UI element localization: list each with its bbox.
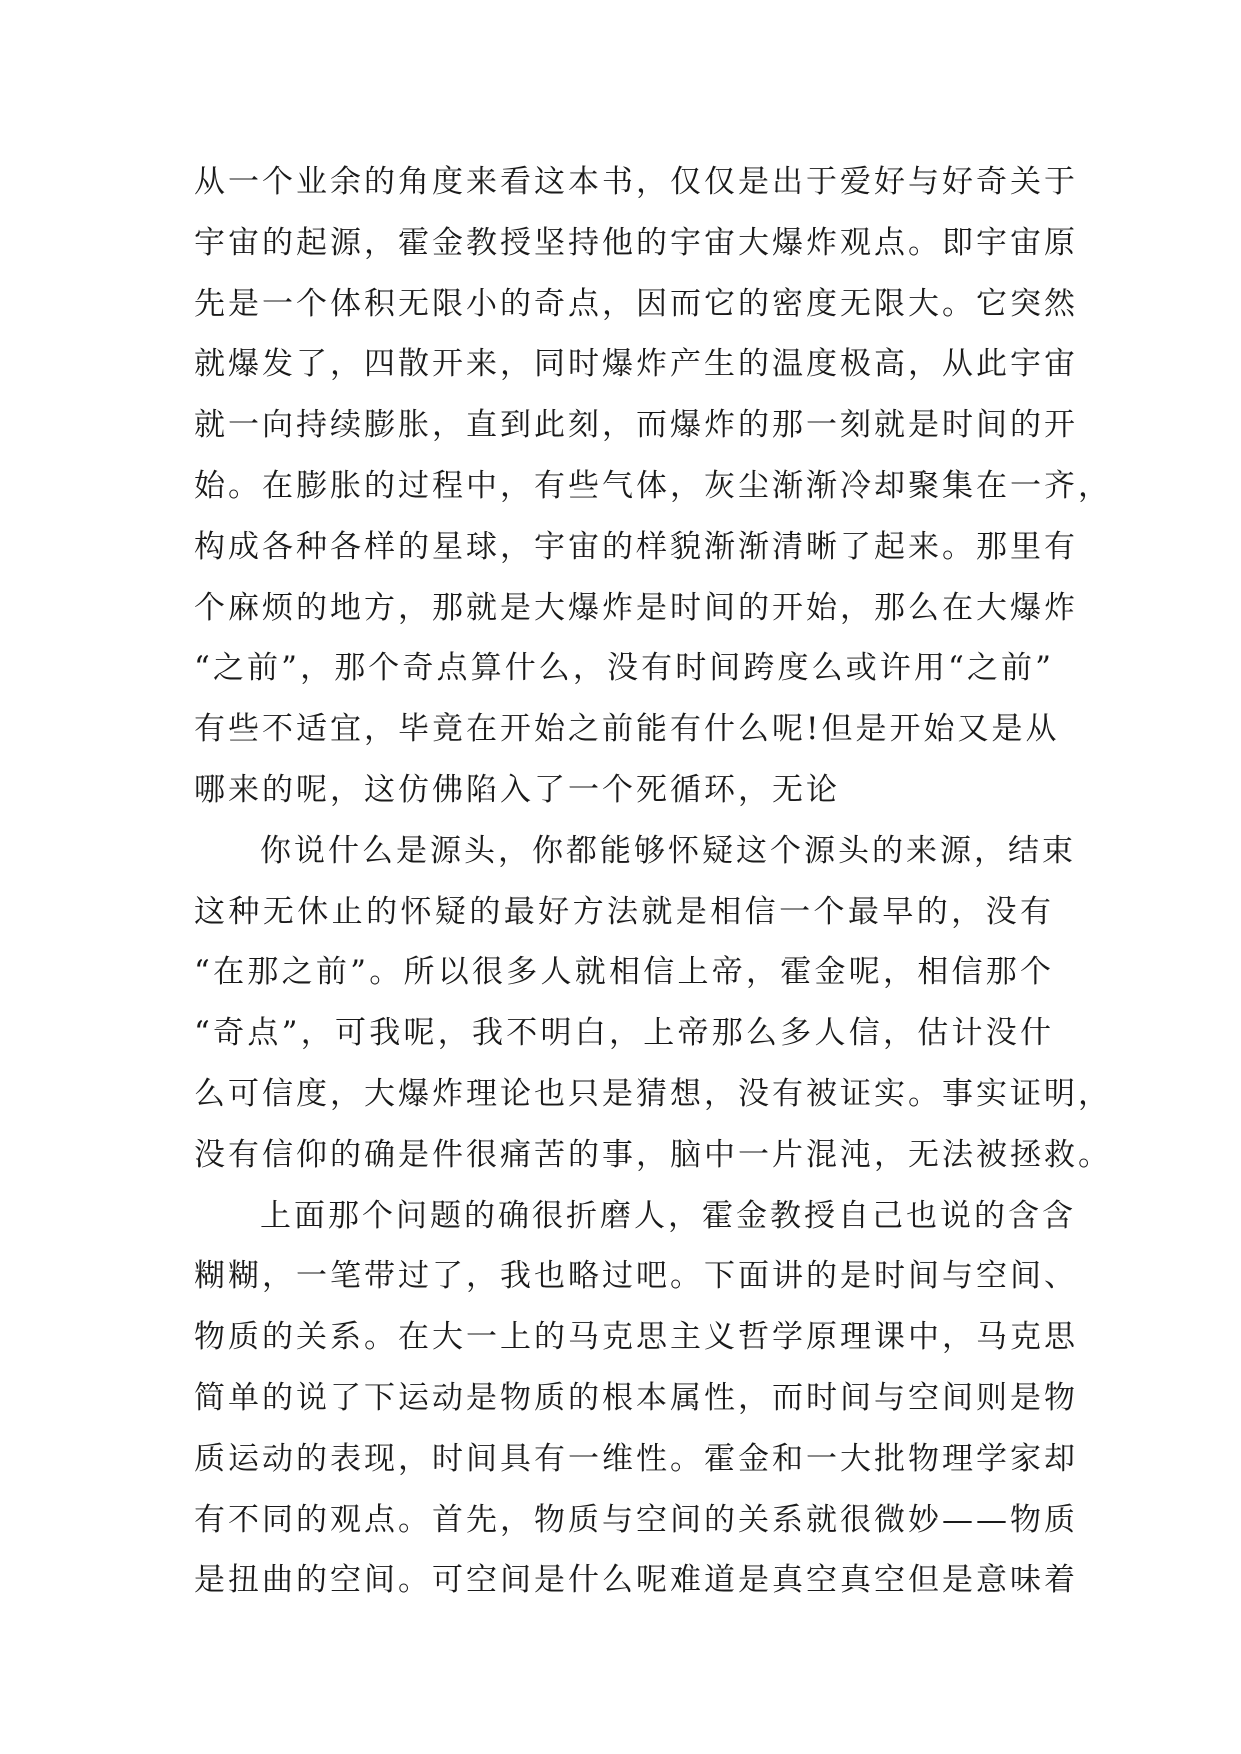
text-line: “奇点”，可我呢，我不明白，上帝那么多人信，估计没什 bbox=[194, 1015, 1054, 1052]
text-line: 有不同的观点。首先，物质与空间的关系就很微妙——物质 bbox=[194, 1501, 1078, 1538]
paragraph-3 bbox=[194, 1186, 1078, 1612]
text-line: 上面那个问题的确很折磨人，霍金教授自己也说的含含 bbox=[260, 1197, 1076, 1234]
text-line: 质运动的表现，时间具有一维性。霍金和一大批物理学家却 bbox=[194, 1440, 1078, 1477]
text-line: 么可信度，大爆炸理论也只是猜想，没有被证实。事实证明， bbox=[194, 1075, 1112, 1112]
text-line: 物质的关系。在大一上的马克思主义哲学原理课中，马克思 bbox=[194, 1319, 1078, 1356]
text-line: 先是一个体积无限小的奇点，因而它的密度无限大。它突然 bbox=[194, 285, 1078, 322]
text-line: 始。在膨胀的过程中，有些气体，灰尘渐渐冷却聚集在一齐， bbox=[194, 467, 1112, 504]
text-line: 简单的说了下运动是物质的根本属性，而时间与空间则是物 bbox=[194, 1379, 1078, 1416]
text-line: 就爆发了，四散开来，同时爆炸产生的温度极高，从此宇宙 bbox=[194, 346, 1078, 383]
text-line: 哪来的呢，这仿佛陷入了一个死循环，无论 bbox=[194, 771, 840, 808]
text-line: 你说什么是源头，你都能够怀疑这个源头的来源，结束 bbox=[260, 832, 1076, 869]
text-line: “在那之前”。所以很多人就相信上帝，霍金呢，相信那个 bbox=[194, 954, 1054, 991]
text-line: “之前”，那个奇点算什么，没有时间跨度么或许用“之前” bbox=[194, 650, 1054, 687]
text-line: 糊糊，一笔带过了，我也略过吧。下面讲的是时间与空间、 bbox=[194, 1258, 1078, 1295]
paragraph-2 bbox=[194, 821, 1112, 1186]
text-line: 宇宙的起源，霍金教授坚持他的宇宙大爆炸观点。即宇宙原 bbox=[194, 224, 1078, 261]
text-line: 没有信仰的确是件很痛苦的事，脑中一片混沌，无法被拯救。 bbox=[194, 1136, 1112, 1173]
paragraph-1 bbox=[194, 152, 1112, 821]
text-line: 有些不适宜，毕竟在开始之前能有什么呢!但是开始又是从 bbox=[194, 711, 1060, 748]
text-line: 就一向持续膨胀，直到此刻，而爆炸的那一刻就是时间的开 bbox=[194, 407, 1078, 444]
text-line: 是扭曲的空间。可空间是什么呢难道是真空真空但是意味着 bbox=[194, 1562, 1078, 1599]
text-line: 构成各种各样的星球，宇宙的样貌渐渐清晰了起来。那里有 bbox=[194, 528, 1078, 565]
text-line: 从一个业余的角度来看这本书，仅仅是出于爱好与好奇关于 bbox=[194, 164, 1078, 200]
text-line: 这种无休止的怀疑的最好方法就是相信一个最早的，没有 bbox=[194, 893, 1054, 930]
text-line: 个麻烦的地方，那就是大爆炸是时间的开始，那么在大爆炸 bbox=[194, 589, 1078, 626]
body-text bbox=[194, 152, 1112, 1611]
